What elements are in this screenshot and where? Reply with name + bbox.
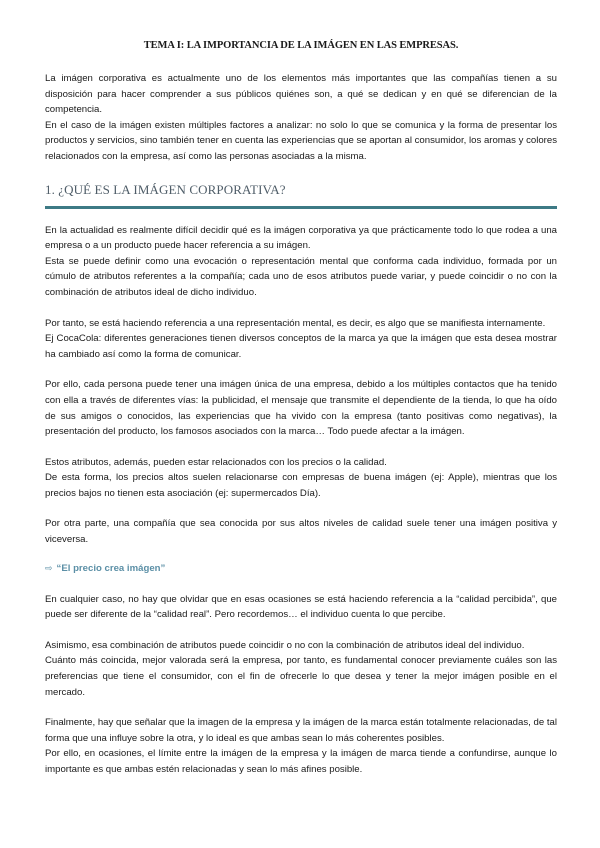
intro-paragraph-2: En el caso de la imágen existen múltiples factores a analizar: no solo lo que se comunica y la forma de presentar los productos y servicios, sino también tener en cuenta las experiencias que se aportan al consumidor, los aromas y colores relacionados con la empresa, así como las personas asociadas a la misma.	[45, 119, 557, 162]
paragraph: En cualquier caso, no hay que olvidar que en esas ocasiones se está haciendo referencia a la “calidad percibida”, que puede ser diferente de la “calidad real”. Pero recordemos… el individuo cuenta lo que percibe.	[45, 593, 557, 621]
paragraph: Finalmente, hay que señalar que la imagen de la empresa y la imágen de la marca están totalmente relacionadas, de tal forma que una influye sobre la otra, y lo ideal es que ambas sean lo más coherentes posibles.	[45, 717, 557, 744]
paragraph: Por otra parte, una compañía que sea conocida por sus altos niveles de calidad suele tener una imágen positiva y viceversa.	[45, 518, 557, 546]
paragraph: Cuánto más coincida, mejor valorada será la empresa, por tanto, es fundamental conocer previamente cuáles son las preferencias que tiene el consumidor, con el fin de ofrecerle lo que desea y tener la mejor imágen posible en el mercado.	[45, 655, 557, 698]
paragraph: Asimismo, esa combinación de atributos puede coincidir o no con la combinación de atributos ideal del individuo.	[45, 639, 525, 651]
paragraph: Por tanto, se está haciendo referencia a una representación mental, es decir, es algo que se manifiesta internamente.	[45, 317, 546, 329]
intro-paragraph-1: La imágen corporativa es actualmente uno de los elementos más importantes que las compañías tienen a su disposición para hacer comprender a sus públicos quiénes son, a qué se dedican y en qué se diferencian de la competencia.	[45, 73, 557, 116]
arrow-right-icon: ⇨	[45, 562, 53, 573]
pull-quote	[45, 563, 557, 574]
paragraph: En la actualidad es realmente difícil decidir qué es la imágen corporativa ya que prácticamente todo lo que rodea a una empresa o a un producto puede hacer referencia a su imágen.	[45, 224, 557, 252]
document-title: TEMA I: LA IMPORTANCIA DE LA IMÁGEN EN LAS EMPRESAS.	[143, 40, 459, 51]
paragraph: Ej CocaCola: diferentes generaciones tienen diversos conceptos de la marca ya que la imágen que esta desea mostrar ha cambiado así como la forma de comunicar.	[45, 333, 557, 360]
paragraph: De esta forma, los precios altos suelen relacionarse con empresas de buena imágen (ej: Apple), mientras que los precios bajos no tienen esta asociación (ej: supermercados Día).	[45, 472, 557, 499]
paragraph: Estos atributos, además, pueden estar relacionados con los precios o la calidad.	[45, 456, 387, 468]
pull-quote-text: “El precio crea imágen”	[56, 562, 166, 574]
paragraph: Esta se puede definir como una evocación o representación mental que conforma cada individuo, formada por un cúmulo de atributos referentes a la compañía; cada uno de esos atributos puede variar, y puede coincidir o no con la combinación de atributos ideal de dicho individuo.	[45, 255, 557, 298]
paragraph: Por ello, en ocasiones, el límite entre la imágen de la empresa y la imágen de marca tiende a confundirse, aunque lo importante es que ambas estén relacionadas y sean lo más afines posible.	[45, 748, 557, 775]
section-heading: 1. ¿QUÉ ES LA IMÁGEN CORPORATIVA?	[45, 181, 286, 197]
document-body	[45, 40, 557, 778]
paragraph: Por ello, cada persona puede tener una imágen única de una empresa, debido a los múltiples contactos que ha tenido con ella a través de diferentes vías: la publicidad, el mensaje que transmite el dependiente de la tienda, lo que ha oído de sus amigos o conocidos, las experiencias que ha vivido con la empresa (tanto positivas como negativas), la presentación del producto, los famosos asociados con la marca… Todo puede afectar a la imágen.	[45, 379, 557, 438]
section-divider	[45, 206, 557, 209]
